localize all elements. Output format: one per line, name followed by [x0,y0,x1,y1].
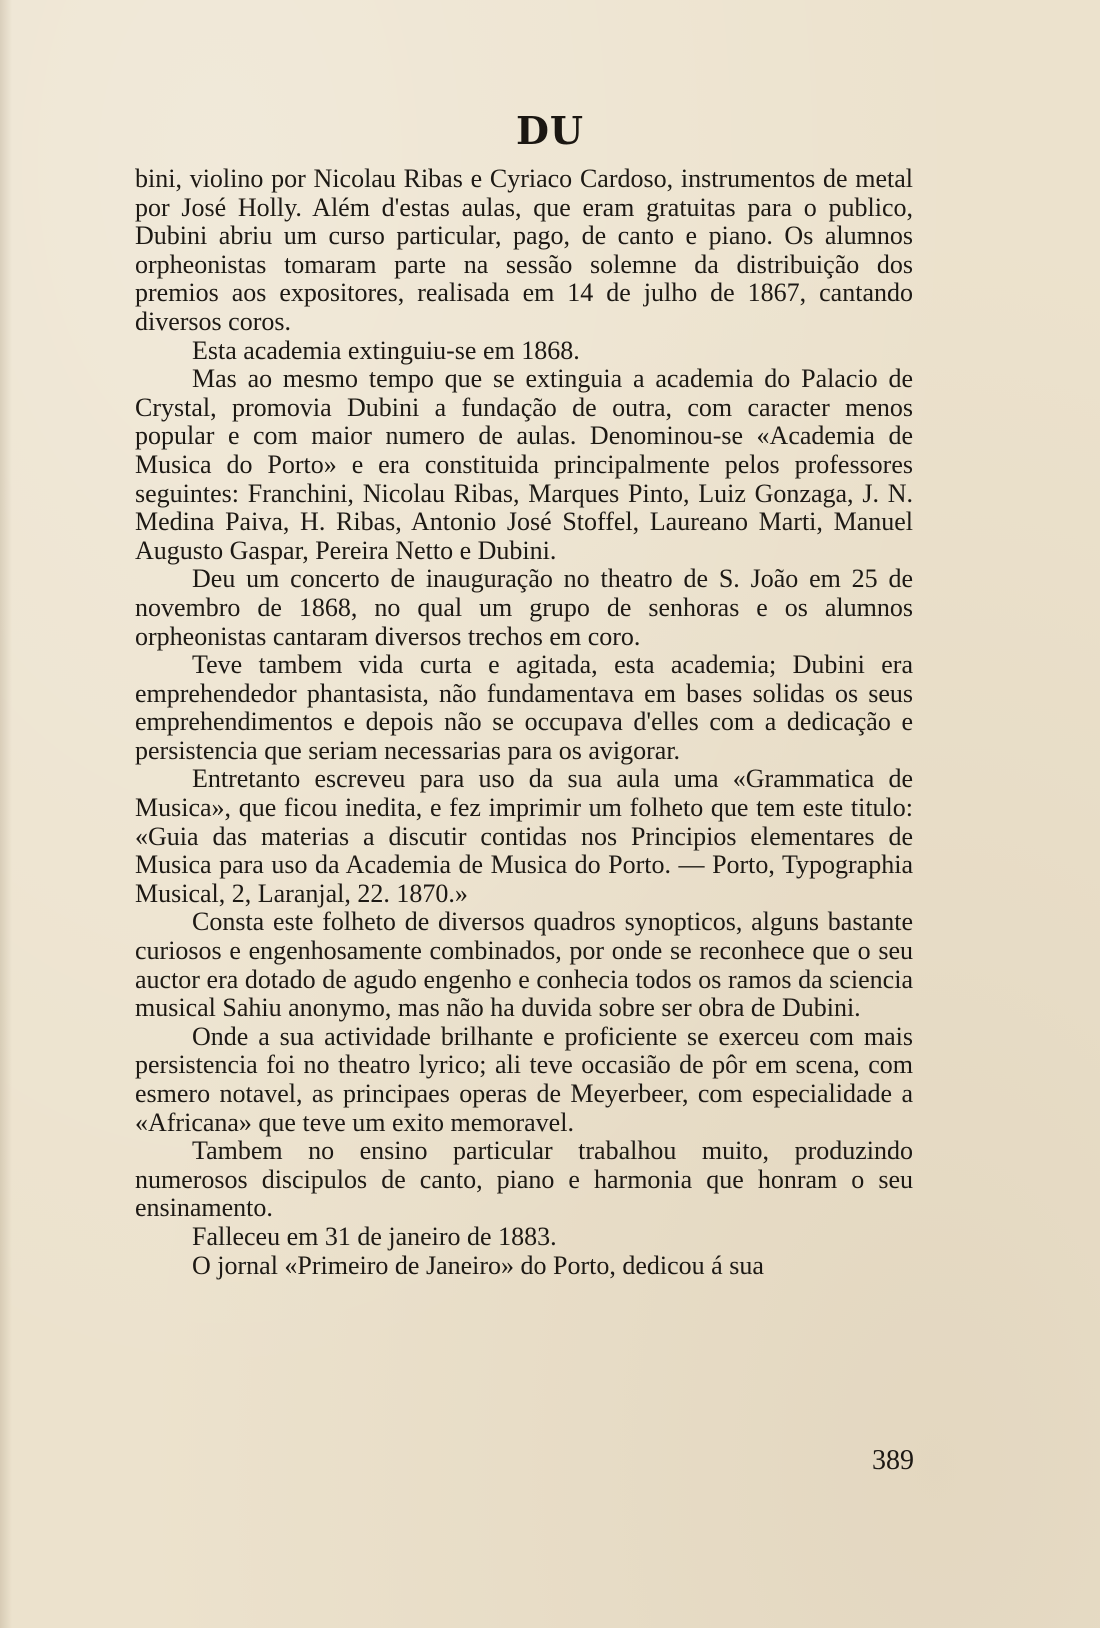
paragraph: Consta este folheto de diversos quadros synopticos, alguns bastante curiosos e engenhosamente combinados, por onde se reconhece que o seu auctor era dotado de agudo engenho e conhecia todos os ramos da sciencia musical Sahiu anonymo, mas não ha duvida sobre ser obra de Dubini. [135,907,913,1023]
paragraph: Tambem no ensino particular trabalhou muito, produzindo numerosos discipulos de canto, piano e harmonia que honram o seu ensinamento. [135,1136,913,1223]
page-edge-shadow [0,0,12,1628]
paragraph: Deu um concerto de inauguração no theatro de S. João em 25 de novembro de 1868, no qual um grupo de senhoras e os alumnos orpheonistas cantaram diversos trechos em coro. [135,564,913,651]
paragraph: Mas ao mesmo tempo que se extinguia a academia do Palacio de Crystal, promovia Dubini a fundação de outra, com caracter menos popular e com maior numero de aulas. Denominou-se «Academia de Musica do Porto» e era constituida principalmente pelos professores seguintes: Franchini, Nicolau Ribas, Marques Pinto, Luiz Gonzaga, J. N. Medina Paiva, H. Ribas, Antonio José Stoffel, Laureano Marti, Manuel Augusto Gaspar, Pereira Netto e Dubini. [135,364,913,565]
paragraph: Falleceu em 31 de janeiro de 1883. [192,1221,557,1251]
paragraph: Esta academia extinguiu-se em 1868. [192,335,580,365]
page-number: 389 [872,1445,914,1476]
body-text [135,165,913,1280]
paragraph: bini, violino por Nicolau Ribas e Cyriaco Cardoso, instrumentos de metal por José Holly. Além d'estas aulas, que eram gratuitas para o publico, Dubini abriu um curso particular, pago, de canto e piano. Os alumnos orpheonistas tomaram parte na sessão solemne da distribuição dos premios aos expositores, realisada em 14 de julho de 1867, cantando diversos coros. [135,164,913,336]
paragraph: Teve tambem vida curta e agitada, esta academia; Dubini era emprehendedor phantasista, não fundamentava em bases solidas os seus emprehendimentos e depois não se occupava d'elles com a dedicação e persistencia que seriam necessarias para os avigorar. [135,650,913,765]
paragraph: Entretanto escreveu para uso da sua aula uma «Grammatica de Musica», que ficou inedita, e fez imprimir um folheto que tem este titulo: «Guia das materias a discutir contidas nos Principios elementares de Musica para uso da Academia de Musica do Porto. — Porto, Typographia Musical, 2, Laranjal, 22. 1870.» [135,764,913,908]
running-head: DU [515,108,585,153]
paragraph: O jornal «Primeiro de Janeiro» do Porto, dedicou á sua [192,1250,764,1280]
paragraph: Onde a sua actividade brilhante e proficiente se exerceu com mais persistencia foi no theatro lyrico; ali teve occasião de pôr em scena, com esmero notavel, as principaes operas de Meyerbeer, com especialidade a «Africana» que teve um exito memoravel. [135,1021,913,1137]
